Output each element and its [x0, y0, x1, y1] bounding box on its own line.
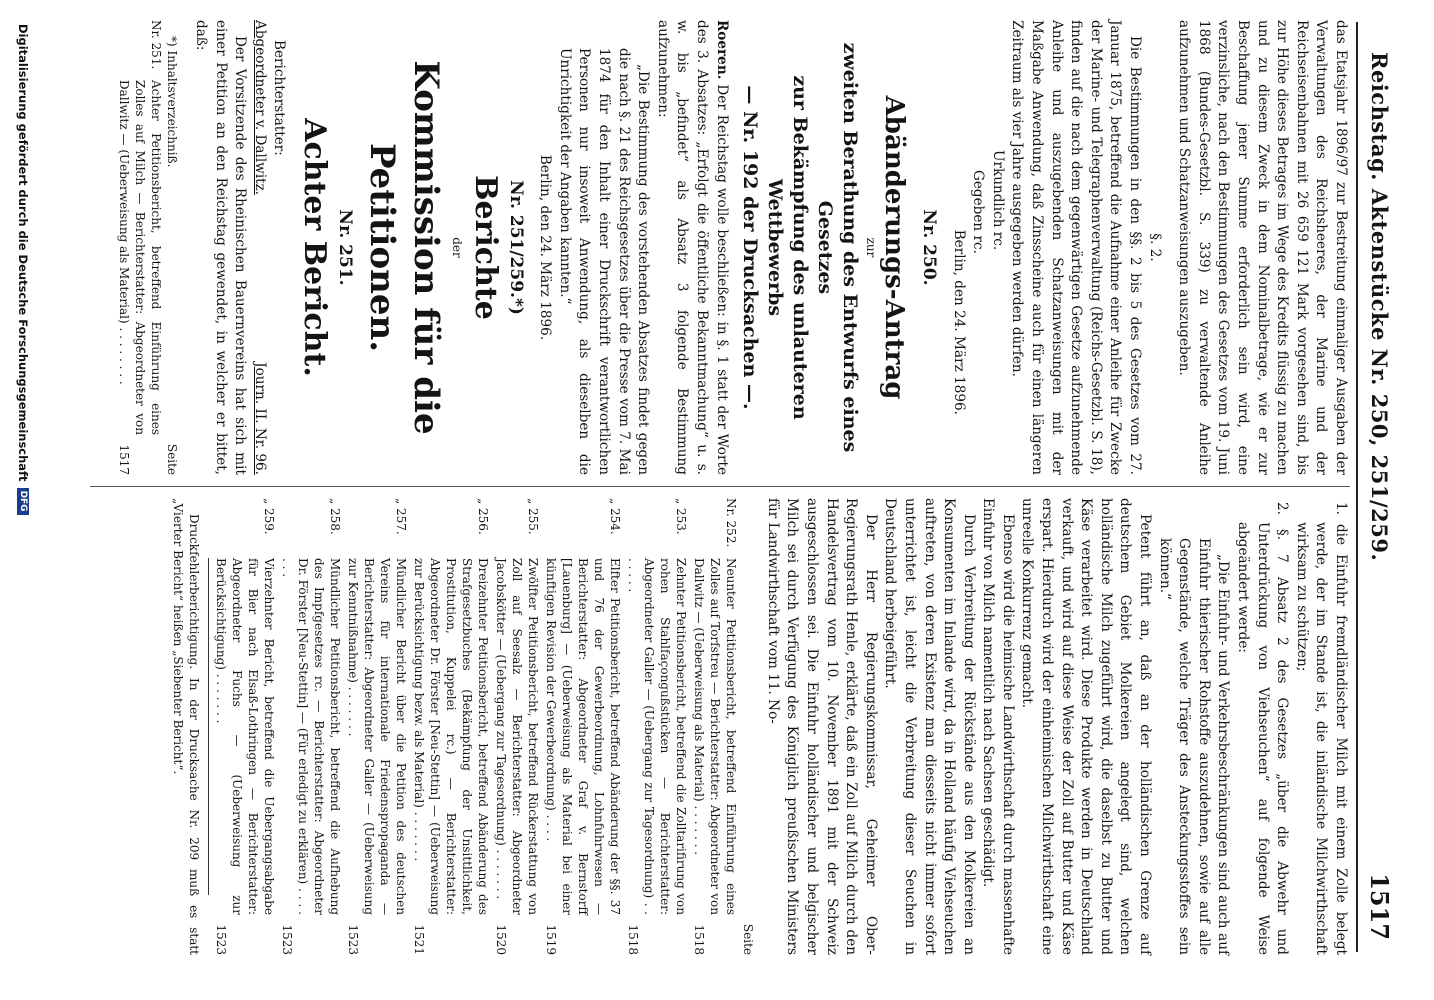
dfg-logo: DFG — [17, 488, 29, 515]
footnote-nr: Nr. 251. — [149, 20, 164, 70]
nr-251: Nr. 251. — [335, 209, 355, 286]
der-label: der — [450, 237, 464, 258]
para-ebenso: Ebenso wird die heimische Landwirthschaft durch massenhafte Einfuhr von Milch namentlich nach Sachsen geschädigt. — [980, 498, 1016, 955]
date-2: Berlin, den 24. März 1896. — [537, 154, 554, 341]
toc-text: Elfter Petitionsbericht, betreffend Abänderung der §§. 37 und 76 der Gewerbeordnung, Lohnfuhrwesen — Berichterstatter: Abgeordneter Graf v. Bernstorff [Lauenburg] — (Ueberweisung als Material bei einer künftigen Revision der Gewerbeordnung) . . . . — [544, 558, 623, 915]
page-number: 1517 — [1365, 873, 1394, 940]
toc-nr: „ 258. — [328, 498, 343, 535]
toc-nr: „ 253. — [674, 498, 689, 535]
subtitle-250-b: zur Bekämpfung des unlauteren Wettbewerbs — [763, 75, 811, 420]
nr-251-259: Nr. 251/259.*) — [505, 180, 526, 315]
item-2: 2. §. 7 Absatz 2 des Gesetzes „über die Abwehr und Unterdrückung von Viehseuchen“ auf folgende Weise abgeändert werde: — [1235, 502, 1291, 955]
toc-page: 1520 — [494, 924, 509, 955]
druckfehler: Druckfehlerberichtigung. In der Drucksache Nr. 209 muß es statt „Vierter Bericht“ heißen „Siebenter Bericht“. — [171, 498, 202, 955]
toc-text: Zwölfter Petitionsbericht, betreffend Rückerstattung von Zoll auf Seesalz — Berichterstatter: Abgeordneter Jacobskötter — (Uebergang zur Tagesordnung) . . . . . . . — [494, 558, 541, 915]
toc-row — [345, 498, 409, 955]
left-column — [116, 20, 1350, 475]
toc-row — [625, 498, 689, 955]
berichte-heading: Berichte — [468, 175, 503, 320]
date-1: Berlin, den 24. März 1896. — [950, 229, 967, 415]
toc-nr: „ 259. — [262, 498, 277, 535]
title-250: Abänderungs-Antrag — [878, 95, 909, 400]
toc-page: 1523 — [280, 924, 295, 955]
toc-page: 1519 — [544, 924, 559, 955]
footnote-text: Achter Petitionsbericht, betreffend Einführung eines Zolles auf Milch — Berichterstatter: Abgeordneter von Dallwitz — (Ueberweisung als Material) . . . . . . . . — [117, 80, 164, 435]
para-petent: Petent führt an, daß an der holländischen Grenze auf deutschem Gebiet Molkereien angelegt sind, welchen holländische Milch zugeführt wird, die daselbst zu Butter und Käse verarbeitet wird. Diese Produkte werden in Deutschland verkauft, und wird auf diese Weise der Zoll auf Butter und Käse erspart. Hierdurch wird der einheimischen Milchwirthschaft eine unreelle Konkurrenz gemacht. — [1019, 498, 1154, 955]
achter-bericht-heading: Achter Bericht. — [297, 118, 333, 377]
author-roeren: Roeren. — [713, 20, 730, 80]
zur-label: zur — [863, 237, 878, 258]
column-divider — [90, 486, 1350, 487]
toc-list — [213, 498, 739, 955]
urkundlich: Urkundlich rc. — [989, 150, 1006, 251]
toc-seite: Seite — [741, 923, 756, 955]
item-1: 1. die Einfuhr fremdländischer Milch mit einem Zolle belegt werde, der im Stande ist, die inländische Milchwirthschaft wirksam zu schützen; — [1293, 502, 1349, 955]
footnote-seite: Seite — [165, 443, 180, 475]
toc-nr: „ 254. — [608, 498, 623, 535]
toc-page: 1523 — [346, 924, 361, 955]
body-251: Der Vorsitzende des Rheinischen Bauernvereins hat sich mit einer Petition an den Reichstag gewendet, in welcher er bittet, daß: — [193, 20, 249, 475]
section-2-title: §. 2. — [1146, 233, 1163, 262]
kommission-heading: Kommission für die Petitionen. — [362, 60, 446, 435]
toc-row — [279, 498, 343, 955]
toc-text: Vierzehnter Bericht, betreffend die Uebergangsabgabe für Bier nach Elsaß-Lothringen — Berichterstatter: Abgeordneter Fuchs — (Ueberweisung zur Berücksichtigung) . . . . . . . — [214, 558, 277, 915]
toc-row — [493, 498, 541, 955]
toc-nr: „ 255. — [526, 498, 541, 535]
digitization-text: Digitalisierung gefördert durch die Deutsche Forschungsgemeinschaft — [16, 24, 30, 482]
toc-page: 1518 — [626, 924, 641, 955]
para-durch: Durch Verbreitung der Rückstände aus den Molkereien an Konsumenten im Inlande wird, da in Holland häufig Viehseuchen auftreten, von deren Existenz man diesseits nicht immer sofort unterrichtet ist, leicht die Verbreitung dieser Seuchen in Deutschland herbeigeführt. — [882, 498, 977, 955]
page-header — [1356, 22, 1408, 952]
toc-row — [543, 498, 623, 955]
toc-row — [213, 498, 277, 955]
quote-text: „Die Bestimmung des vorstehenden Absatzes findet gegen die nach §. 21 des Reichsgesetzes über die Presse vom 7. Mai 1874 für den Inhalt einer Druckschrift verantwortlichen Personen nur insoweit Anwendung, als dieselben die Unrichtigkeit der Angaben kannten.“ — [556, 48, 652, 475]
toc-page: 1523 — [214, 924, 229, 955]
header-title: Reichstag. Aktenstücke Nr. 250, 251/259. — [1367, 52, 1392, 562]
toc-text: Mündlicher Bericht über die Petition des deutschen Vereins für internationale Friedenspropaganda — Berichterstatter: Abgeordneter Galler — (Ueberweisung zur Kenntnißnahme) . . . . . . . — [346, 558, 409, 915]
roeren-text: Der Reichstag wolle beschließen: in §. 1 statt der Worte des 3. Absatzes: „Erfolgt die öffentliche Bekanntmachung“ u. s. w. bis „befindet“ als Absatz 3 folgende Bestimmung aufzunehmen: — [654, 20, 730, 475]
item-2-quote: „Die Einfuhr- und Verkehrsbeschränkungen sind auch auf Einfuhr thierischer Rohstoffe auszudehnen, sowie auf alle Gegenstände, welche Träger des Ansteckungsstoffes sein können.“ — [1156, 538, 1232, 955]
toc-nr: „ 256. — [476, 498, 491, 535]
berichterstatter-label: Berichterstatter: — [271, 40, 288, 156]
toc-text: Mündlicher Petitionsbericht, betreffend die Aufhebung des Impfgesetzes rc. — Berichterstatter: Abgeordneter Dr. Förster [Neu-Stettin] — (Für erledigt zu erklären) . . . . . . . — [280, 558, 343, 915]
toc-text: Zehnter Petitionsbericht, betreffend die Zolltarifirung von rohen Stahlfaçongußstücken — Berichterstatter: Abgeordneter Galler — (Uebergang zur Tagesordnung) . . . . . . . — [626, 558, 689, 915]
toc-text: Dreizehnter Petitionsbericht, betreffend Abänderung des Strafgesetzbuches (Bekämpfung der Unsittlichkeit, Prostitution, Kuppelei rc.) — Berichterstatter: Abgeordneter Dr. Förster [Neu-Stettin] — (Ueberweisung zur Berücksichtigung bezw. als Material) . . . . . . . — [412, 558, 491, 915]
right-column — [170, 498, 1350, 955]
footnote-title: *) Inhaltsverzeichniß. — [165, 36, 180, 168]
gegeben: Gegeben rc. — [970, 170, 987, 254]
toc-row — [411, 498, 491, 955]
subtitle-250-a: zweiten Berathung des Entwurfs eines Gesetzes — [813, 42, 861, 453]
nr-250: Nr. 250. — [919, 209, 940, 286]
para-herr: Der Herr Regierungskommissar, Geheimer Ober-Regierungsrath Henle, erklärte, daß ein Zoll auf Milch durch den Handelsvertrag vom 10. November 1891 mit der Schweiz ausgeschlossen sei. Die Einfuhr holländischer und belgischer Milch sei durch Verfügung des Königlich preußischen Ministers für Landwirthschaft vom 11. No- — [764, 498, 879, 955]
digitization-note — [16, 24, 30, 974]
section-2-text: Die Bestimmungen in den §§. 2 bis 5 des Gesetzes vom 27. Januar 1875, betreffend die Aufnahme einer Anleihe für Zwecke der Marine- und Telegraphenverwaltung (Reichs-Gesetzbl. S. 18), finden auf die nach dem gegenwärtigen Gesetze aufzunehmende Anleihe und auszugebenden Schatzanweisungen mit der Maßgabe Anwendung, daß Zinsscheine auch für einen längeren Zeitraum als vier Jahre ausgegeben werden dürfen. — [1009, 20, 1144, 475]
rule — [208, 558, 209, 895]
berichterstatter-name: Abgeordneter v. Dallwitz. — [251, 20, 268, 196]
toc-nr: Nr. 252. — [724, 498, 739, 548]
toc-page: 1518 — [692, 924, 707, 955]
footnote — [116, 20, 180, 475]
toc-text: Neunter Petitionsbericht, betreffend Einführung eines Zolles auf Torfstreu — Berichterstatter: Abgeordneter von Dallwitz — (Ueberweisung als Material) . . . . . . . — [692, 558, 739, 915]
journal-number: Journ. II. Nr. 96. — [251, 362, 268, 475]
footnote-page: 1517 — [117, 444, 132, 475]
subtitle-250-c: — Nr. 192 der Drucksachen —. — [738, 85, 761, 410]
toc-nr: „ 257. — [394, 498, 409, 535]
toc-row — [691, 498, 739, 955]
intro-paragraph: das Etatsjahr 1896/97 zur Bestreitung einmaliger Ausgaben der Verwaltungen des Reichsheeres, der Marine und der Reichseisenbahnen mit 26 659 121 Mark vorgesehen sind, bis zur Höhe dieses Betrages im Wege des Kredits flüssig zu machen und zu diesem Zweck in dem Nominalbetrage, wie er zur Beschaffung jener Summe erforderlich sein wird, eine verzinsliche, nach den Bestimmungen des Gesetzes vom 19. Juni 1868 (Bundes-Gesetzbl. S. 339) zu verwaltende Anleihe aufzunehmen und Schatzanweisungen auszugeben. — [1176, 20, 1349, 475]
toc-page: 1521 — [412, 924, 427, 955]
